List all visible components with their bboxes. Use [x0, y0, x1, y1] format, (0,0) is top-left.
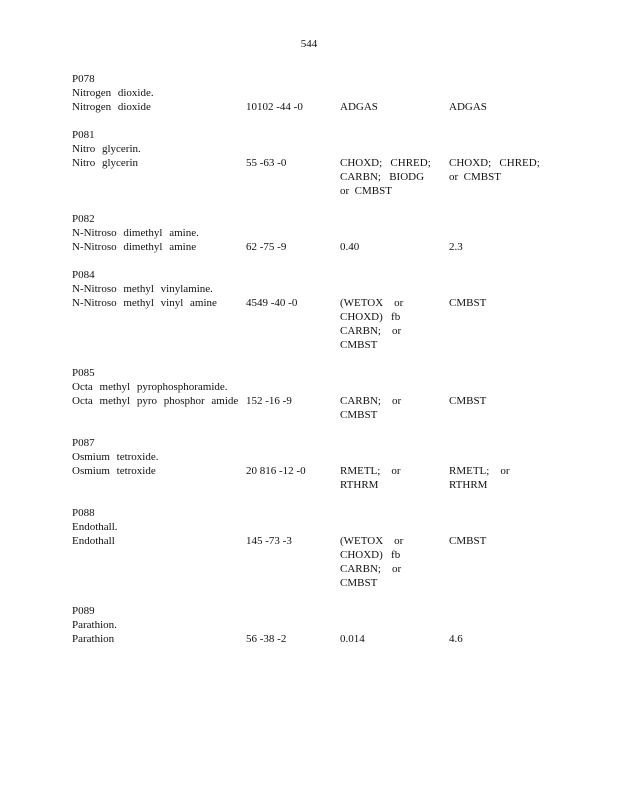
chemical-name: Nitrogen dioxide	[72, 101, 151, 113]
entry-p089	[72, 604, 572, 646]
nonwastewater-standard: 2.3	[449, 241, 463, 253]
chemical-name: Endothall	[72, 535, 115, 547]
nonwastewater-standard: CMBST	[449, 395, 487, 407]
entry-p078	[72, 72, 572, 114]
entry-p084	[72, 268, 572, 352]
entry-p088	[72, 506, 572, 590]
waste-entries-list	[72, 72, 572, 660]
chemical-title: Nitro glycerin.	[72, 143, 141, 155]
nonwastewater-standard: CHOXD; CHRED; or CMBST	[449, 157, 540, 183]
chemical-name: Osmium tetroxide	[72, 465, 156, 477]
waste-code: P078	[72, 73, 95, 85]
waste-code: P088	[72, 507, 95, 519]
cas-number: 55 -63 -0	[246, 157, 287, 169]
entry-row	[72, 394, 572, 422]
waste-code: P082	[72, 213, 95, 225]
chemical-title: N-Nitroso methyl vinylamine.	[72, 283, 213, 295]
cas-number: 4549 -40 -0	[246, 297, 298, 309]
cas-number: 152 -16 -9	[246, 395, 292, 407]
cas-number: 20 816 -12 -0	[246, 465, 306, 477]
chemical-name: N-Nitroso methyl vinyl amine	[72, 297, 217, 309]
wastewater-standard: 0.014	[340, 633, 365, 645]
wastewater-standard: (WETOX or CHOXD) fb CARBN; or CMBST	[340, 297, 404, 351]
waste-code: P084	[72, 269, 95, 281]
nonwastewater-standard: CMBST	[449, 297, 487, 309]
entry-p085	[72, 366, 572, 422]
nonwastewater-standard: RMETL; or RTHRM	[449, 465, 510, 491]
wastewater-standard: CARBN; or CMBST	[340, 395, 402, 421]
waste-code: P085	[72, 367, 95, 379]
entry-row	[72, 156, 572, 198]
chemical-title: Octa methyl pyrophosphoramide.	[72, 381, 228, 393]
waste-code: P089	[72, 605, 95, 617]
chemical-title: Osmium tetroxide.	[72, 451, 159, 463]
nonwastewater-standard: 4.6	[449, 633, 463, 645]
entry-row	[72, 100, 572, 114]
chemical-title: Parathion.	[72, 619, 117, 631]
wastewater-standard: 0.40	[340, 241, 360, 253]
cas-number: 10102 -44 -0	[246, 101, 303, 113]
cas-number: 56 -38 -2	[246, 633, 287, 645]
chemical-title: N-Nitroso dimethyl amine.	[72, 227, 199, 239]
cas-number: 62 -75 -9	[246, 241, 287, 253]
page-number: 544	[300, 38, 318, 50]
entry-p087	[72, 436, 572, 492]
entry-p082	[72, 212, 572, 254]
wastewater-standard: (WETOX or CHOXD) fb CARBN; or CMBST	[340, 535, 404, 589]
entry-p081	[72, 128, 572, 198]
entry-row	[72, 296, 572, 352]
nonwastewater-standard: CMBST	[449, 535, 487, 547]
wastewater-standard: ADGAS	[340, 101, 378, 113]
chemical-name: Nitro glycerin	[72, 157, 139, 169]
wastewater-standard: RMETL; or RTHRM	[340, 465, 401, 491]
chemical-name: Parathion	[72, 633, 115, 645]
cas-number: 145 -73 -3	[246, 535, 292, 547]
waste-code: P087	[72, 437, 95, 449]
chemical-name: N-Nitroso dimethyl amine	[72, 241, 197, 253]
entry-row	[72, 632, 572, 646]
chemical-title: Endothall.	[72, 521, 118, 533]
waste-code: P081	[72, 129, 95, 141]
nonwastewater-standard: ADGAS	[449, 101, 487, 113]
entry-row	[72, 240, 572, 254]
chemical-title: Nitrogen dioxide.	[72, 87, 154, 99]
wastewater-standard: CHOXD; CHRED; CARBN; BIODG or CMBST	[340, 157, 431, 197]
entry-row	[72, 534, 572, 590]
entry-row	[72, 464, 572, 492]
chemical-name: Octa methyl pyro phosphor amide	[72, 395, 239, 407]
